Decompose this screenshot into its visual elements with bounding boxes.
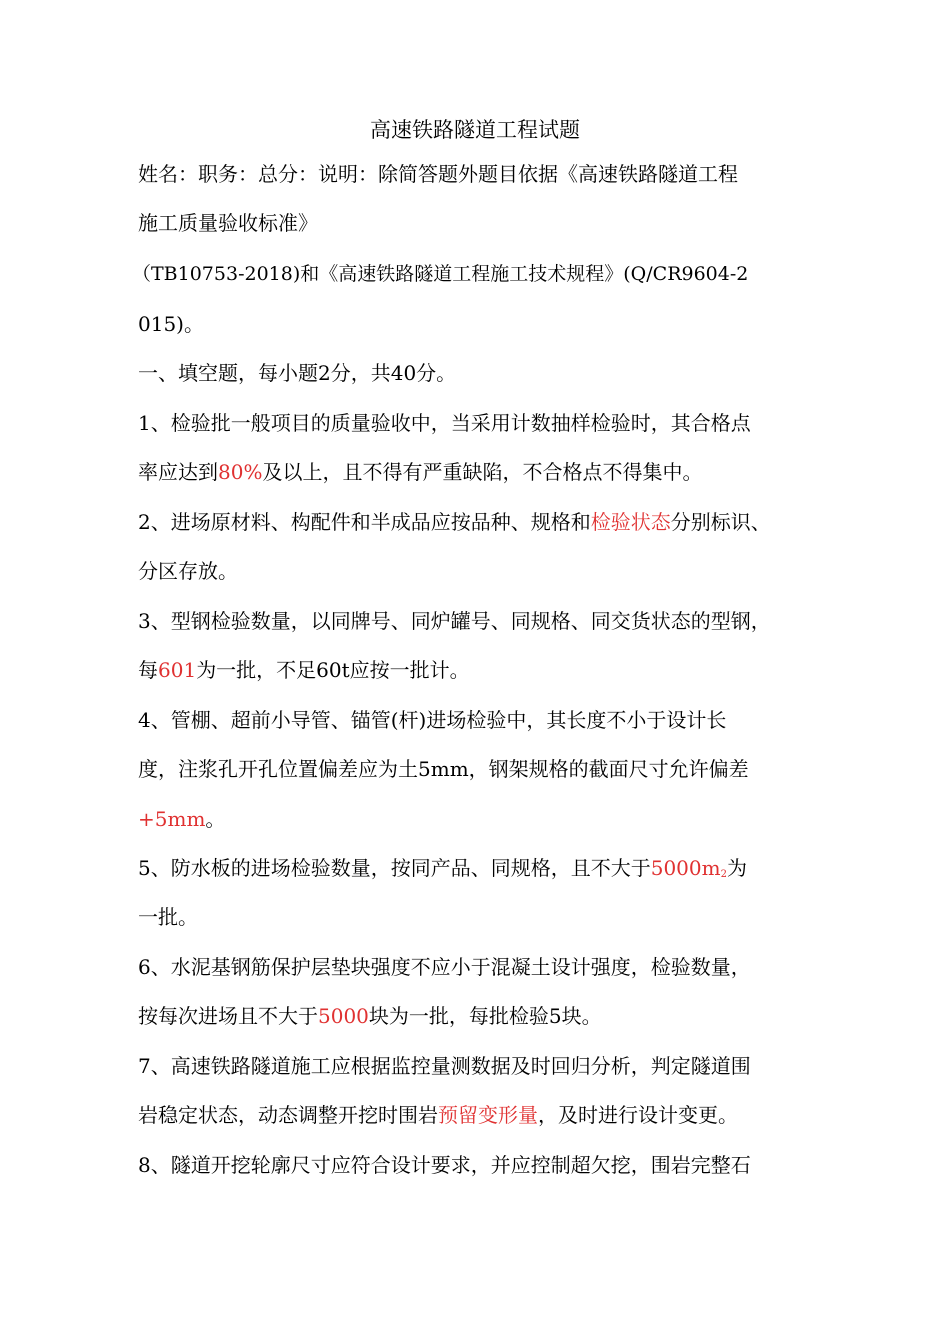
q3-answer: 601 [158,658,197,682]
intro-line-2: 施工质量验收标准》 [138,211,318,235]
q1-line-1: 1、检验批一般项目的质量验收中，当采用计数抽样检验时，其合格点 [138,411,751,435]
q5-line-1 [138,850,838,893]
q6-line-1: 6、水泥基钢筋保护层垫块强度不应小于混凝土设计强度，检验数量， [138,955,751,979]
q4-line-2: 度，注浆孔开孔位置偏差应为土5mm，钢架规格的截面尺寸允许偏差 [138,757,749,781]
q2-line-2: 分区存放。 [138,559,238,583]
section-heading: 一、填空题，每小题2分，共40分。 [138,361,457,385]
q1-text-b: 及以上，且不得有严重缺陷，不合格点不得集中。 [262,460,703,484]
q8-line-1: 8、隧道开挖轮廓尺寸应符合设计要求，并应控制超欠挖，围岩完整石 [138,1153,751,1177]
q3-text-b: 为一批，不足60t应按一批计。 [196,658,470,682]
q5-answer-subscript: 2 [720,869,727,880]
q5-line-2: 一批。 [138,905,198,929]
q2-text-a: 2、进场原材料、构配件和半成品应按品种、规格和 [138,510,591,534]
q2-answer: 检验状态 [590,510,671,534]
q3-text-a: 每 [138,658,158,682]
q1-text-a: 率应达到 [138,460,218,484]
q6-text-a: 按每次进场且不大于 [138,1004,318,1028]
q1-line-2 [138,454,838,490]
intro-line-4: 015)。 [138,312,204,336]
q5-text-b: 为 [726,856,747,880]
q4-line-3 [138,801,838,837]
q4-answer: +5mm [138,807,206,831]
q3-line-2 [138,652,838,688]
q7-answer: 预留变形量 [438,1103,538,1127]
intro-line-3: （TB10753-2018)和《高速铁路隧道工程施工技术规程》(Q/CR9604-2 [132,263,749,285]
q5-text-a: 5、防水板的进场检验数量，按同产品、同规格，且不大于 [138,856,651,880]
q6-answer: 5000 [318,1004,369,1028]
q4-text-b: 。 [205,807,226,831]
q2-text-b: 分别标识、 [670,510,771,534]
q7-text-b: ，及时进行设计变更。 [538,1103,738,1127]
q5-answer [651,856,727,880]
q1-answer: 80% [218,460,263,484]
q3-line-1: 3、型钢检验数量，以同牌号、同炉罐号、同规格、同交货状态的型钢， [138,609,771,633]
q7-line-2 [138,1097,838,1133]
q6-line-2 [138,998,838,1034]
q6-text-b: 块为一批，每批检验5块。 [368,1004,602,1028]
q7-text-a: 岩稳定状态，动态调整开挖时围岩 [138,1103,438,1127]
document-title: 高速铁路隧道工程试题 [370,118,580,142]
q4-line-1: 4、管棚、超前小导管、锚管(杆)进场检验中，其长度不小于设计长 [138,708,727,732]
q2-line-1 [138,504,838,540]
intro-line-1: 姓名：职务：总分：说明：除简答题外题目依据《高速铁路隧道工程 [138,162,738,186]
q5-answer-value: 5000m [650,856,721,880]
q7-line-1: 7、高速铁路隧道施工应根据监控量测数据及时回归分析，判定隧道围 [138,1054,751,1078]
